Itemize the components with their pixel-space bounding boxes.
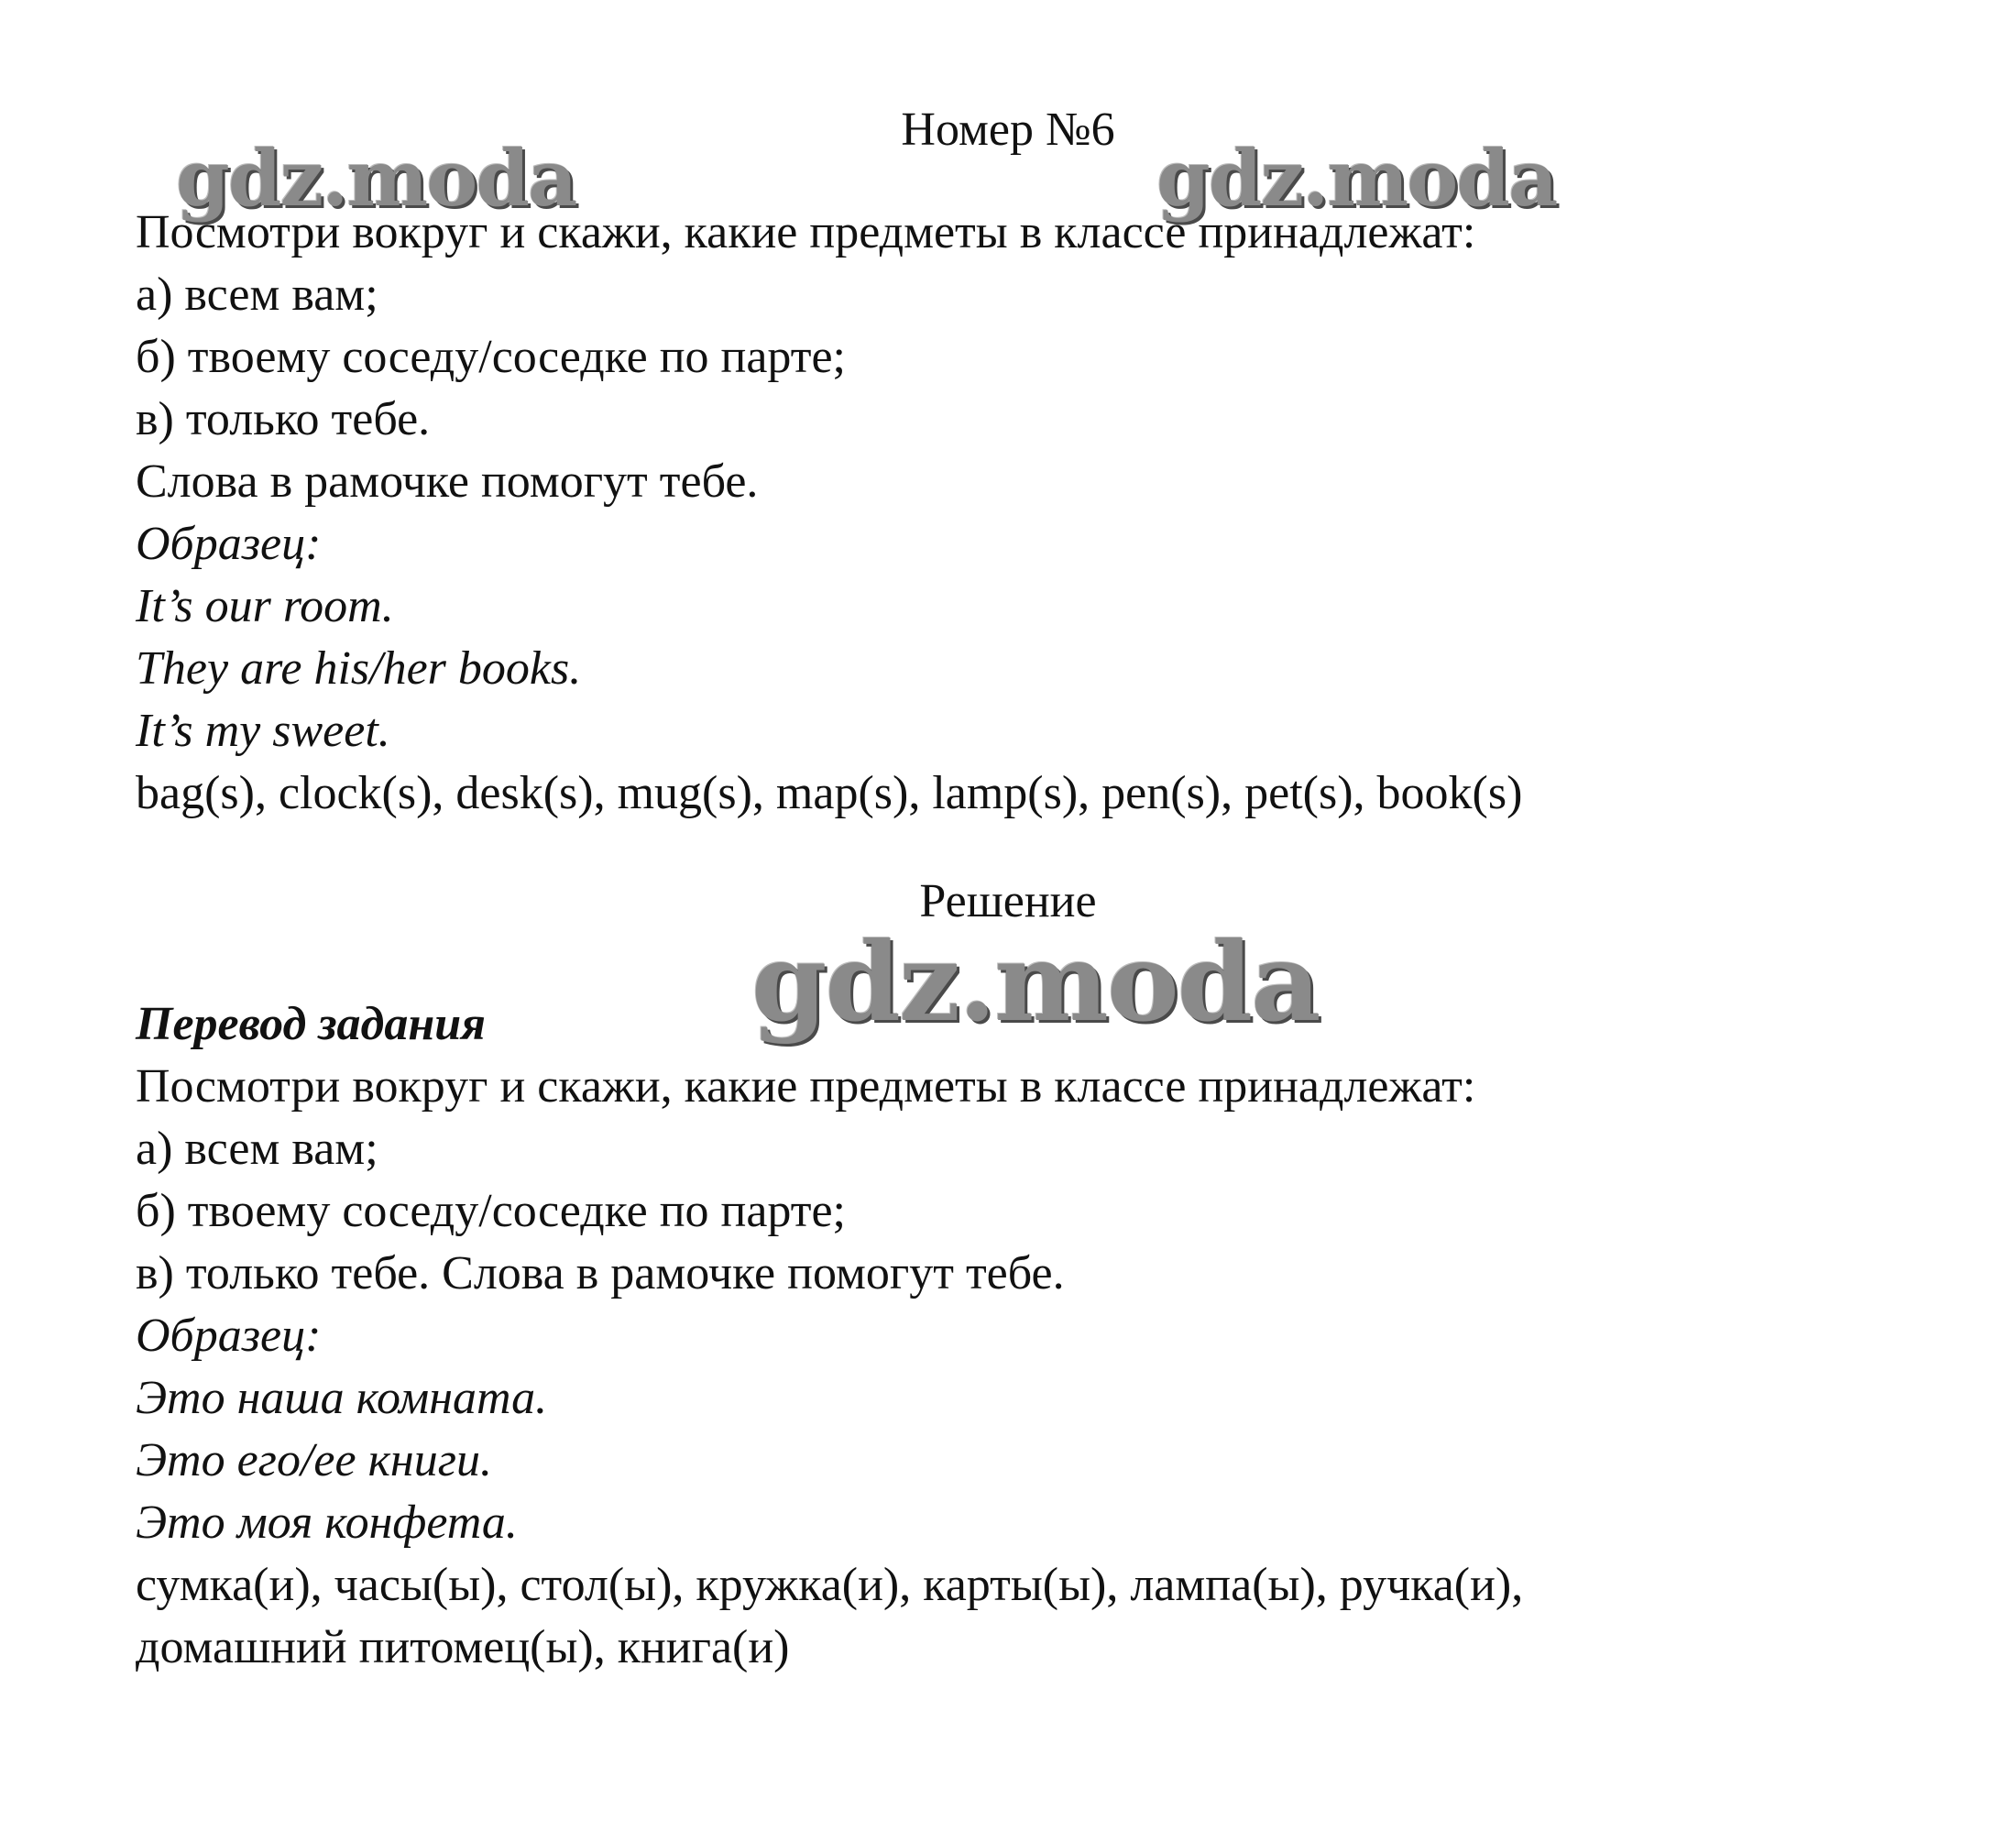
- task-line: б) твоему соседу/соседке по парте;: [136, 331, 846, 383]
- watermark-logo: gdz.moda: [176, 133, 576, 224]
- solution-word-line: сумка(и), часы(ы), стол(ы), кружка(и), карты(ы), лампа(ы), ручка(и),: [136, 1559, 1524, 1611]
- solution-sample-line: Это наша комната.: [136, 1372, 548, 1424]
- watermark-logo: gdz.moda: [1156, 133, 1557, 224]
- task-heading: Номер №6: [901, 104, 1115, 156]
- task-line: Посмотри вокруг и скажи, какие предметы в классе принадлежат:: [136, 206, 1476, 258]
- solution-sample-line: Это моя конфета.: [136, 1497, 518, 1549]
- solution-sample-label: Образец:: [136, 1310, 322, 1362]
- solution-line: в) только тебе. Слова в рамочке помогут тебе.: [136, 1247, 1065, 1299]
- solution-line: б) твоему соседу/соседке по парте;: [136, 1185, 846, 1237]
- solution-line: а) всем вам;: [136, 1123, 378, 1175]
- task-line: в) только тебе.: [136, 393, 431, 445]
- translation-title: Перевод задания: [136, 998, 486, 1050]
- sample-line: It’s our room.: [136, 580, 394, 632]
- task-line: а) всем вам;: [136, 269, 378, 321]
- watermark-logo: gdz.moda: [751, 918, 1320, 1046]
- task-line: Слова в рамочке помогут тебе.: [136, 455, 759, 508]
- sample-label: Образец:: [136, 518, 322, 570]
- solution-sample-line: Это его/ее книги.: [136, 1434, 492, 1486]
- solution-heading: Решение: [919, 875, 1097, 927]
- word-box: bag(s), clock(s), desk(s), mug(s), map(s), lamp(s), pen(s), pet(s), book(s): [136, 767, 1523, 819]
- solution-word-line: домашний питомец(ы), книга(и): [136, 1621, 790, 1673]
- solution-line: Посмотри вокруг и скажи, какие предметы в классе принадлежат:: [136, 1060, 1476, 1113]
- sample-line: They are his/her books.: [136, 642, 582, 695]
- sample-line: It’s my sweet.: [136, 705, 390, 757]
